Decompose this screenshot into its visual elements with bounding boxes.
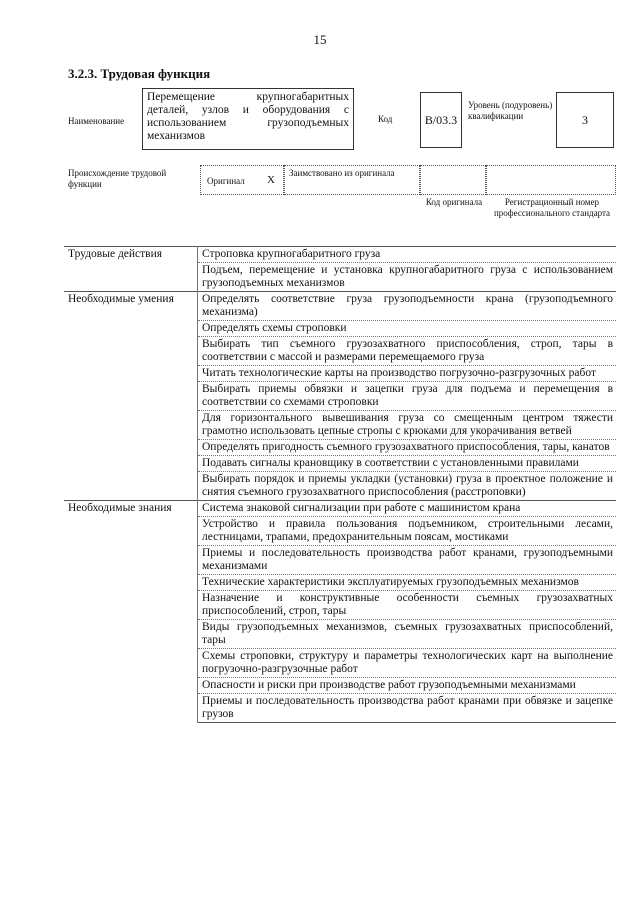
qualification-level: 3 xyxy=(556,92,614,148)
item-cell: Определять соответствие груза грузоподъемности крана (грузоподъемного механизма) xyxy=(198,292,617,321)
original-label: Оригинал xyxy=(207,176,245,186)
item-cell: Выбирать приемы обвязки и зацепки груза для подъема и перемещения в соответствии со схемами строповки xyxy=(198,382,617,411)
section-title: 3.2.3. Трудовая функция xyxy=(68,66,211,81)
function-code: B/03.3 xyxy=(420,92,462,148)
item-cell: Выбирать тип съемного грузозахватного приспособления, строп, тары в соответствии с массой и размерами перемещаемого груза xyxy=(198,337,617,366)
original-mark: X xyxy=(267,174,275,186)
item-cell: Виды грузоподъемных механизмов, съемных грузозахватных приспособлений, тары xyxy=(198,620,617,649)
item-cell: Строповка крупногабаритного груза xyxy=(198,247,617,263)
registration-label: Регистрационный номер профессионального стандарта xyxy=(493,197,611,218)
borrowed-cell xyxy=(284,165,420,195)
item-cell: Схемы строповки, структуру и параметры технологических карт на выполнение погрузочно-разгрузочные работ xyxy=(198,649,617,678)
item-cell: Назначение и конструктивные особенности съемных грузозахватных приспособлений, строп, тары xyxy=(198,591,617,620)
item-cell: Опасности и риски при производстве работ грузоподъемными механизмами xyxy=(198,678,617,694)
page-number: 15 xyxy=(313,32,327,47)
origin-row xyxy=(68,165,616,197)
original-code-label: Код оригинала xyxy=(425,197,483,207)
table-row xyxy=(64,501,616,517)
function-header xyxy=(68,88,616,154)
original-code-cell xyxy=(420,165,486,195)
original-cell xyxy=(200,165,284,195)
origin-label: Происхождение трудовой функции xyxy=(68,168,167,189)
category-cell: Необходимые умения xyxy=(64,292,198,501)
function-table xyxy=(64,246,616,723)
item-cell: Читать технологические карты на производство погрузочно-разгрузочных работ xyxy=(198,366,617,382)
borrowed-label: Заимствовано из оригинала xyxy=(289,168,395,178)
item-cell: Определять пригодность съемного грузозахватного приспособления, тары, канатов xyxy=(198,440,617,456)
item-cell: Приемы и последовательность производства работ кранами при обвязке и зацепке грузов xyxy=(198,694,617,723)
category-cell: Необходимые знания xyxy=(64,501,198,723)
item-cell: Технические характеристики эксплуатируемых грузоподъемных механизмов xyxy=(198,575,617,591)
code-label: Код xyxy=(378,114,393,124)
item-cell: Выбирать порядок и приемы укладки (установки) груза в проектное положение и снятия съемного грузозахватного приспособления (расстроповки) xyxy=(198,472,617,501)
item-cell: Определять схемы строповки xyxy=(198,321,617,337)
item-cell: Подавать сигналы крановщику в соответствии с установленными правилами xyxy=(198,456,617,472)
level-label: Уровень (подуровень) квалификации xyxy=(468,100,553,121)
item-cell: Система знаковой сигнализации при работе с машинистом крана xyxy=(198,501,617,517)
item-cell: Подъем, перемещение и установка крупногабаритного груза с использованием грузоподъемных механизмов xyxy=(198,263,617,292)
item-cell: Для горизонтального вывешивания груза со смещенным центром тяжести грамотно использовать цепные стропы с крюками для укорачивания ветвей xyxy=(198,411,617,440)
item-cell: Приемы и последовательность производства работ кранами, грузоподъемными механизмами xyxy=(198,546,617,575)
category-cell: Трудовые действия xyxy=(64,247,198,292)
table-row xyxy=(64,247,616,263)
item-cell: Устройство и правила пользования подъемником, строительными лесами, лестницами, трапами, предохранительным поясам, мостиками xyxy=(198,517,617,546)
table-row xyxy=(64,292,616,321)
name-label: Наименование xyxy=(68,116,125,126)
registration-cell xyxy=(486,165,616,195)
function-name: Перемещение крупногабаритных деталей, узлов и оборудования с использованием грузоподъемных механизмов xyxy=(142,88,354,150)
